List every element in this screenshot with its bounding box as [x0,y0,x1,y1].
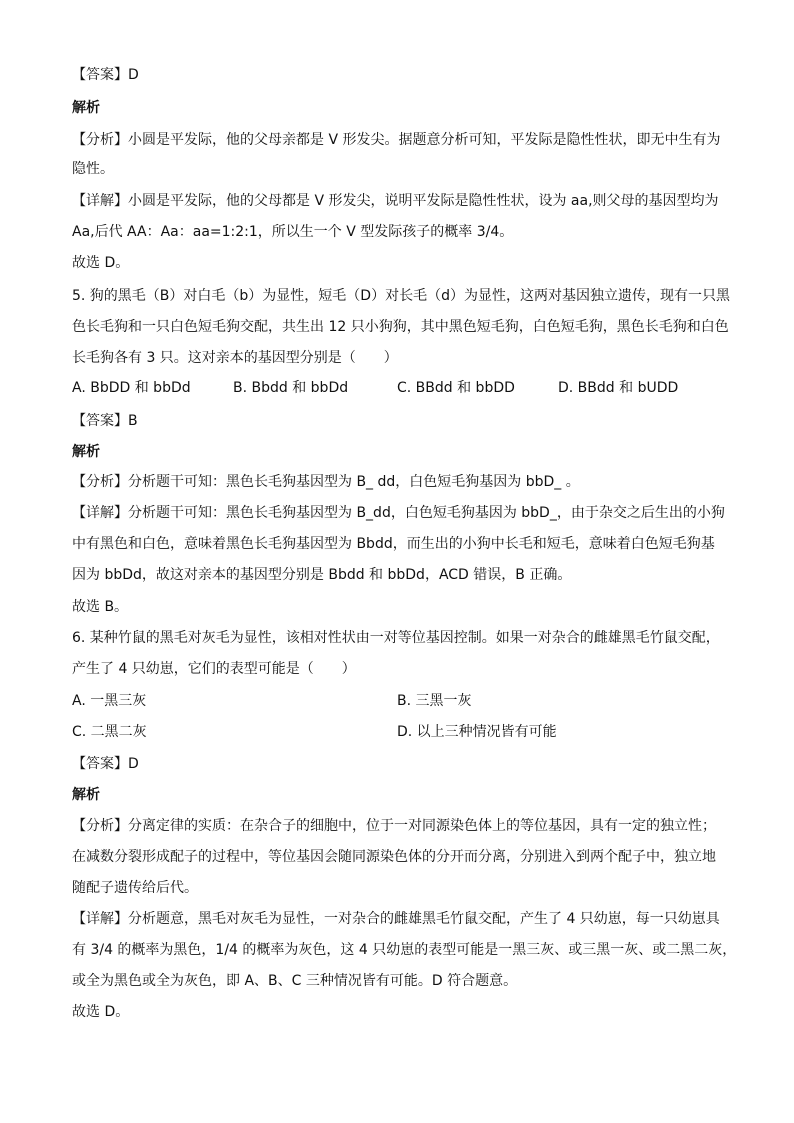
q6-stem-line-1: 6. 某种竹鼠的黑毛对灰毛为显性，该相对性状由一对等位基因控制。如果一对杂合的雌雄黑毛竹鼠交配， [72,630,720,646]
q4-fenxi-line-1: 【分析】小圆是平发际，他的父母亲都是 V 形发尖。据题意分析可知，平发际是隐性性状，即无中生有为 [72,132,721,148]
q5-stem-line-3: 长毛狗各有 3 只。这对亲本的基因型分别是（ ） [72,350,398,366]
q5-conclusion: 故选 B。 [72,599,129,615]
q5-xiangjie-line-3: 因为 bbDd，故这对亲本的基因型分别是 Bbdd 和 bbDd，ACD 错误，B 正确。 [72,567,572,583]
q5-answer: 【答案】B [72,413,138,429]
q4-analysis-heading: 解析 [72,100,100,116]
q5-option-d: D. BBdd 和 bUDD [558,380,679,396]
q5-stem-line-1: 5. 狗的黑毛（B）对白毛（b）为显性，短毛（D）对长毛（d）为显性，这两对基因独立遗传，现有一只黑 [72,288,730,304]
q6-option-d: D. 以上三种情况皆有可能 [397,724,557,740]
q6-xiangjie-line-3: 或全为黑色或全为灰色，即 A、B、C 三种情况皆有可能。D 符合题意。 [72,973,518,989]
q6-xiangjie-line-2: 有 3/4 的概率为黑色，1/4 的概率为灰色，这 4 只幼崽的表型可能是一黑三灰、或三黑一灰、或二黑二灰， [72,942,737,958]
q6-fenxi-line-2: 在减数分裂形成配子的过程中，等位基因会随同源染色体的分开而分离，分别进入到两个配子中，独立地 [72,849,716,865]
q5-option-b: B. Bbdd 和 bbDd [233,380,349,396]
q6-conclusion: 故选 D。 [72,1004,130,1020]
q6-answer: 【答案】D [72,756,139,772]
q6-option-a: A. 一黑三灰 [72,693,147,709]
q5-option-a: A. BbDD 和 bbDd [72,380,191,396]
q6-option-c: C. 二黑二灰 [72,724,147,740]
q4-conclusion: 故选 D。 [72,255,130,271]
q5-fenxi: 【分析】分析题干可知：黑色长毛狗基因型为 B_ dd，白色短毛狗基因为 bbD_ 。 [72,474,580,490]
q4-fenxi-line-2: 隐性。 [72,161,114,177]
q5-xiangjie-line-1: 【详解】分析题干可知：黑色长毛狗基因型为 B_dd，白色短毛狗基因为 bbD_，由于杂交之后生出的小狗 [72,505,725,521]
q5-option-c: C. BBdd 和 bbDD [397,380,515,396]
q6-option-b: B. 三黑一灰 [397,693,472,709]
q4-xiangjie-line-2: Aa,后代 AA：Aa：aa=1:2:1，所以生一个 V 型发际孩子的概率 3/4。 [72,224,514,240]
q6-analysis-heading: 解析 [72,787,100,803]
q5-xiangjie-line-2: 中有黑色和白色，意味着黑色长毛狗基因型为 Bbdd，而生出的小狗中长毛和短毛，意味着白色短毛狗基 [72,536,715,552]
q6-fenxi-line-3: 随配子遗传给后代。 [72,880,198,896]
q4-xiangjie-line-1: 【详解】小圆是平发际，他的父母都是 V 形发尖，说明平发际是隐性性状，设为 aa,则父母的基因型均为 [72,193,719,209]
q4-answer: 【答案】D [72,67,139,83]
q5-analysis-heading: 解析 [72,444,100,460]
q6-fenxi-line-1: 【分析】分离定律的实质：在杂合子的细胞中，位于一对同源染色体上的等位基因，具有一定的独立性； [72,818,716,834]
q6-xiangjie-line-1: 【详解】分析题意，黑毛对灰毛为显性，一对杂合的雌雄黑毛竹鼠交配，产生了 4 只幼崽，每一只幼崽具 [72,911,720,927]
q5-stem-line-2: 色长毛狗和一只白色短毛狗交配，共生出 12 只小狗狗，其中黑色短毛狗，白色短毛狗，黑色长毛狗和白色 [72,319,729,335]
q6-stem-line-2: 产生了 4 只幼崽，它们的表型可能是（ ） [72,661,356,677]
